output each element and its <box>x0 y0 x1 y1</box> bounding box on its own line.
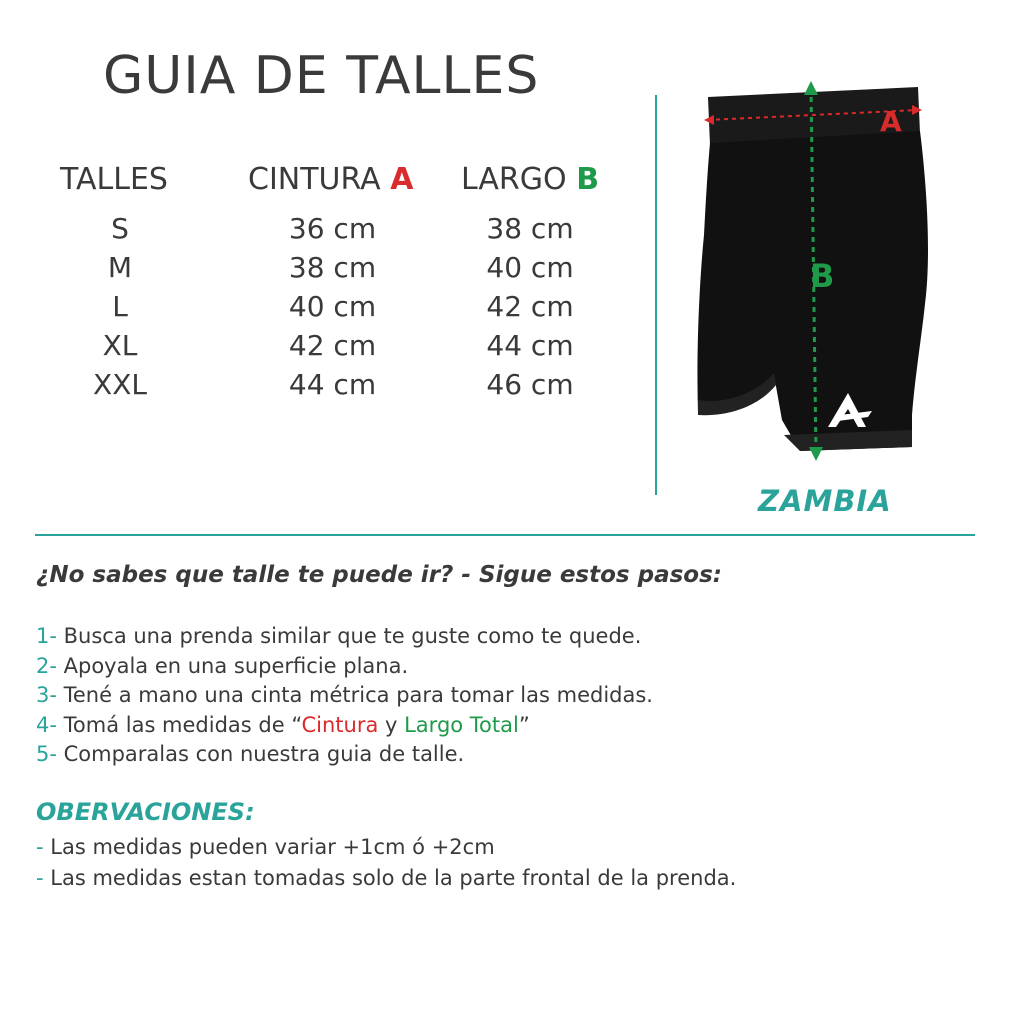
length-cell: 42 cm <box>486 290 574 323</box>
header-waist-marker: A <box>390 162 414 197</box>
step-highlight-length: Largo Total <box>404 712 519 737</box>
size-cell: XL <box>102 329 138 362</box>
header-length <box>461 162 599 197</box>
step-highlight-waist: Cintura <box>301 712 379 737</box>
step-text: Comparalas con nuestra guia de talle. <box>56 742 465 766</box>
step-text: Busca una prenda similar que te guste como te quede. <box>56 624 642 648</box>
observations-title: OBERVACIONES: <box>36 798 255 826</box>
header-length-label: LARGO <box>461 162 567 197</box>
list-item <box>36 681 653 711</box>
observations-list <box>36 832 736 894</box>
vertical-divider <box>655 95 657 495</box>
waist-cell: 40 cm <box>288 290 377 323</box>
size-cell: XXL <box>93 368 147 401</box>
waist-cell: 44 cm <box>288 368 377 401</box>
size-cell: S <box>111 212 129 245</box>
step-text: Tené a mano una cinta métrica para tomar las medidas. <box>56 683 653 707</box>
list-item <box>36 622 653 652</box>
instructions-question: ¿No sabes que talle te puede ir? - Sigue estos pasos: <box>36 562 722 588</box>
waist-cell: 36 cm <box>288 212 377 245</box>
steps-list <box>36 622 653 770</box>
step-text: Tomá las medidas de “ <box>56 712 302 737</box>
observation-text: Las medidas estan tomadas solo de la parte frontal de la prenda. <box>43 866 737 890</box>
step-number: 3- <box>36 683 57 707</box>
step-number: 5- <box>36 742 57 766</box>
product-name: ZAMBIA <box>758 484 892 518</box>
step-number: 4- <box>36 712 57 737</box>
header-length-marker: B <box>576 162 600 197</box>
length-cell: 38 cm <box>486 212 574 245</box>
list-item <box>36 652 653 682</box>
page-title: GUIA DE TALLES <box>103 46 540 106</box>
header-size: TALLES <box>60 162 168 197</box>
size-cell: M <box>107 251 133 284</box>
marker-b: B <box>810 257 835 295</box>
list-item <box>36 832 736 863</box>
waist-cell: 42 cm <box>288 329 377 362</box>
step-number: 1- <box>36 624 57 648</box>
header-waist <box>248 162 413 197</box>
list-item <box>36 863 736 894</box>
length-cell: 40 cm <box>486 251 574 284</box>
header-waist-label: CINTURA <box>248 162 381 197</box>
list-item <box>36 711 653 741</box>
bullet-dash: - <box>36 835 44 859</box>
length-cell: 46 cm <box>486 368 574 401</box>
step-text: Apoyala en una superficie plana. <box>56 653 409 678</box>
observation-text: Las medidas pueden variar +1cm ó +2cm <box>43 835 495 859</box>
step-number: 2- <box>36 653 57 678</box>
step-text-end: ” <box>518 712 530 737</box>
horizontal-divider <box>35 534 975 536</box>
step-text-mid: y <box>378 712 405 737</box>
list-item <box>36 740 653 770</box>
size-cell: L <box>112 290 128 323</box>
waist-cell: 38 cm <box>288 251 377 284</box>
shorts-illustration <box>690 75 950 475</box>
length-cell: 44 cm <box>486 329 574 362</box>
marker-a: A <box>880 105 902 138</box>
bullet-dash: - <box>36 866 44 890</box>
